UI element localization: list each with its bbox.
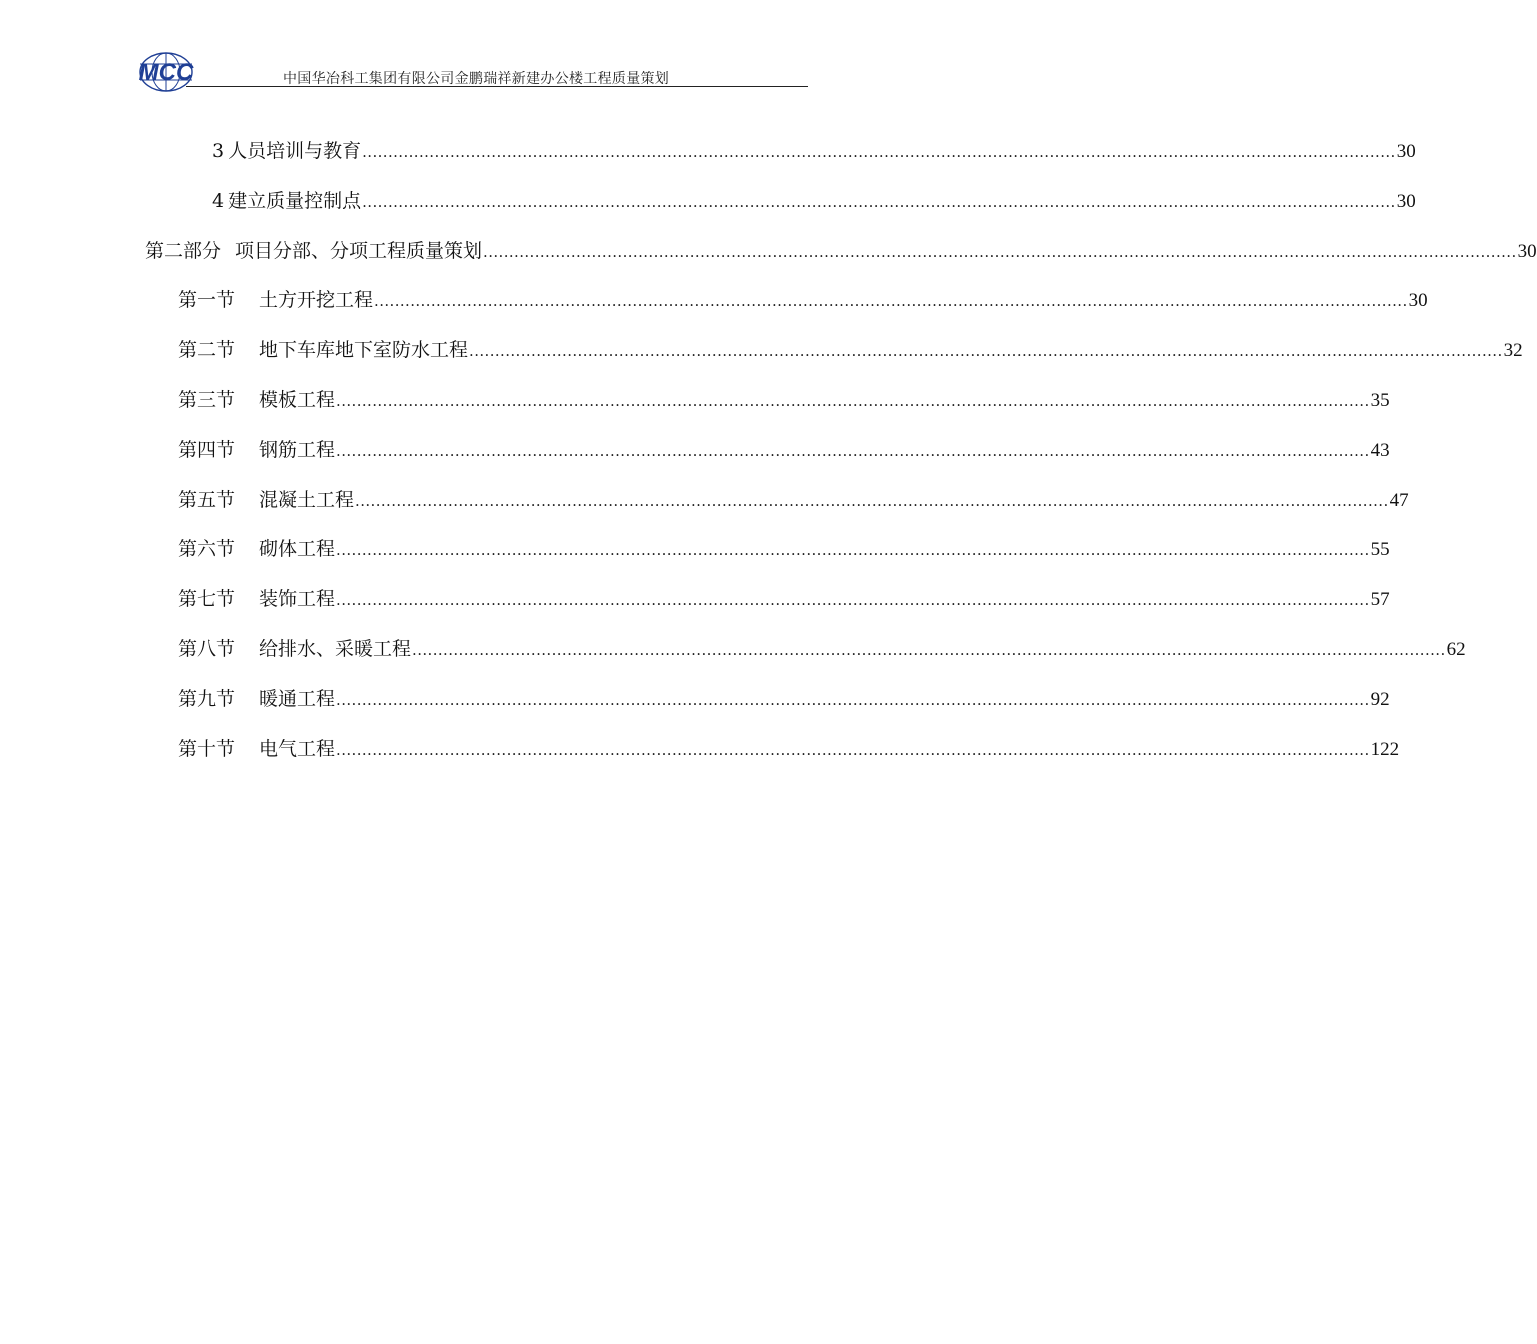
toc-entry-page: 57 bbox=[1370, 589, 1390, 611]
toc-entry[interactable] bbox=[178, 435, 1390, 465]
toc-entry-label: 项目分部、分项工程质量策划 bbox=[235, 239, 483, 262]
toc-entry-number: 第七节 bbox=[178, 588, 236, 611]
toc-entry-page: 30 bbox=[1396, 141, 1416, 162]
toc-leader-dots: ........................................................................................................................................................................................................ bbox=[336, 392, 1370, 410]
toc-entry-number: 第二节 bbox=[178, 339, 236, 362]
mcc-logo bbox=[128, 50, 204, 94]
toc-entry-label: 建立质量控制点 bbox=[228, 189, 362, 212]
toc-entry-number: 第四节 bbox=[178, 438, 236, 461]
toc-leader-dots: ........................................................................................................................................................................................................ bbox=[336, 441, 1370, 460]
toc-leader-dots: ........................................................................................................................................................................................................ bbox=[374, 292, 1408, 311]
toc-entry[interactable] bbox=[178, 485, 1409, 515]
toc-entry-title bbox=[178, 335, 468, 362]
toc-entry-page: 30 bbox=[1408, 290, 1428, 312]
toc-entry-label: 人员培训与教育 bbox=[228, 140, 362, 162]
toc-entry-label: 地下车库地下室防水工程 bbox=[259, 339, 469, 362]
page-header bbox=[128, 50, 808, 90]
toc-entry-title bbox=[178, 435, 335, 462]
toc-entry-title bbox=[178, 485, 354, 512]
toc-entry-page: 35 bbox=[1370, 390, 1390, 411]
toc-entry-label: 给排水、采暖工程 bbox=[259, 638, 412, 660]
toc-entry-label: 土方开挖工程 bbox=[259, 289, 374, 312]
toc-leader-dots: ........................................................................................................................................................................................................ bbox=[362, 192, 1396, 211]
toc-entry-label: 模板工程 bbox=[259, 389, 336, 411]
toc-entry-label: 钢筋工程 bbox=[259, 438, 336, 461]
toc-entry-title bbox=[178, 634, 411, 661]
toc-entry-number: 第六节 bbox=[178, 538, 236, 561]
toc-leader-dots: ........................................................................................................................................................................................................ bbox=[412, 641, 1446, 659]
toc-entry-title bbox=[212, 136, 361, 163]
toc-entry[interactable] bbox=[212, 136, 1416, 166]
toc-entry-number: 第五节 bbox=[178, 488, 236, 511]
toc-entry-number: 第一节 bbox=[178, 289, 236, 312]
toc-leader-dots: ........................................................................................................................................................................................................ bbox=[336, 690, 1370, 709]
toc-entry-page: 55 bbox=[1370, 539, 1390, 561]
toc-entry-page: 43 bbox=[1370, 439, 1390, 461]
toc-entry-title bbox=[145, 236, 482, 263]
toc-entry-title bbox=[178, 534, 335, 561]
toc-entry-label: 暖通工程 bbox=[259, 687, 336, 710]
toc-entry-page: 47 bbox=[1389, 489, 1409, 511]
toc-entry-number: 第九节 bbox=[178, 687, 236, 710]
toc-entry[interactable] bbox=[178, 734, 1400, 764]
toc-leader-dots: ........................................................................................................................................................................................................ bbox=[362, 143, 1396, 161]
toc-entry[interactable] bbox=[178, 584, 1390, 614]
toc-entry[interactable] bbox=[145, 236, 1537, 266]
toc-entry-title bbox=[178, 684, 335, 711]
toc-entry[interactable] bbox=[212, 186, 1416, 216]
toc-entry-number: 第八节 bbox=[178, 638, 236, 660]
toc-leader-dots: ........................................................................................................................................................................................................ bbox=[469, 342, 1503, 361]
header-title: 中国华冶科工集团有限公司金鹏瑞祥新建办公楼工程质量策划 bbox=[283, 71, 670, 87]
toc-entry[interactable] bbox=[178, 634, 1466, 664]
svg-text:MCC: MCC bbox=[138, 59, 194, 86]
toc-entry-page: 92 bbox=[1370, 688, 1390, 710]
toc-entry-number: 第三节 bbox=[178, 389, 236, 411]
toc-leader-dots: ........................................................................................................................................................................................................ bbox=[336, 740, 1370, 759]
toc-entry-label: 混凝土工程 bbox=[259, 488, 355, 511]
toc-entry-label: 电气工程 bbox=[259, 737, 336, 760]
toc-entry-title bbox=[178, 285, 373, 312]
toc-entry-number: 第十节 bbox=[178, 737, 236, 760]
toc-entry-number: 第二部分 bbox=[145, 239, 222, 262]
header-divider bbox=[186, 86, 808, 87]
toc-entry-number: 4 bbox=[212, 189, 225, 212]
toc-entry-page: 30 bbox=[1396, 190, 1416, 212]
toc-entry-label: 装饰工程 bbox=[259, 588, 336, 611]
toc-entry[interactable] bbox=[178, 534, 1390, 564]
toc-entry[interactable] bbox=[178, 335, 1523, 365]
toc-leader-dots: ........................................................................................................................................................................................................ bbox=[336, 591, 1370, 610]
toc-entry-title bbox=[178, 734, 335, 761]
toc-leader-dots: ........................................................................................................................................................................................................ bbox=[483, 242, 1517, 261]
toc-entry[interactable] bbox=[178, 684, 1390, 714]
toc-entry-page: 30 bbox=[1517, 240, 1537, 262]
toc-entry-label: 砌体工程 bbox=[259, 538, 336, 561]
toc-entry-title bbox=[178, 385, 335, 412]
toc-leader-dots: ........................................................................................................................................................................................................ bbox=[336, 541, 1370, 560]
toc-entry-page: 32 bbox=[1503, 340, 1523, 362]
toc-entry-title bbox=[178, 584, 335, 611]
toc-entry-number: 3 bbox=[212, 140, 225, 162]
toc-entry-page: 62 bbox=[1446, 639, 1466, 660]
toc-leader-dots: ........................................................................................................................................................................................................ bbox=[355, 491, 1389, 510]
toc-entry-title bbox=[212, 186, 361, 213]
toc-entry[interactable] bbox=[178, 285, 1428, 315]
toc-entry[interactable] bbox=[178, 385, 1390, 415]
toc-entry-page: 122 bbox=[1370, 738, 1400, 760]
